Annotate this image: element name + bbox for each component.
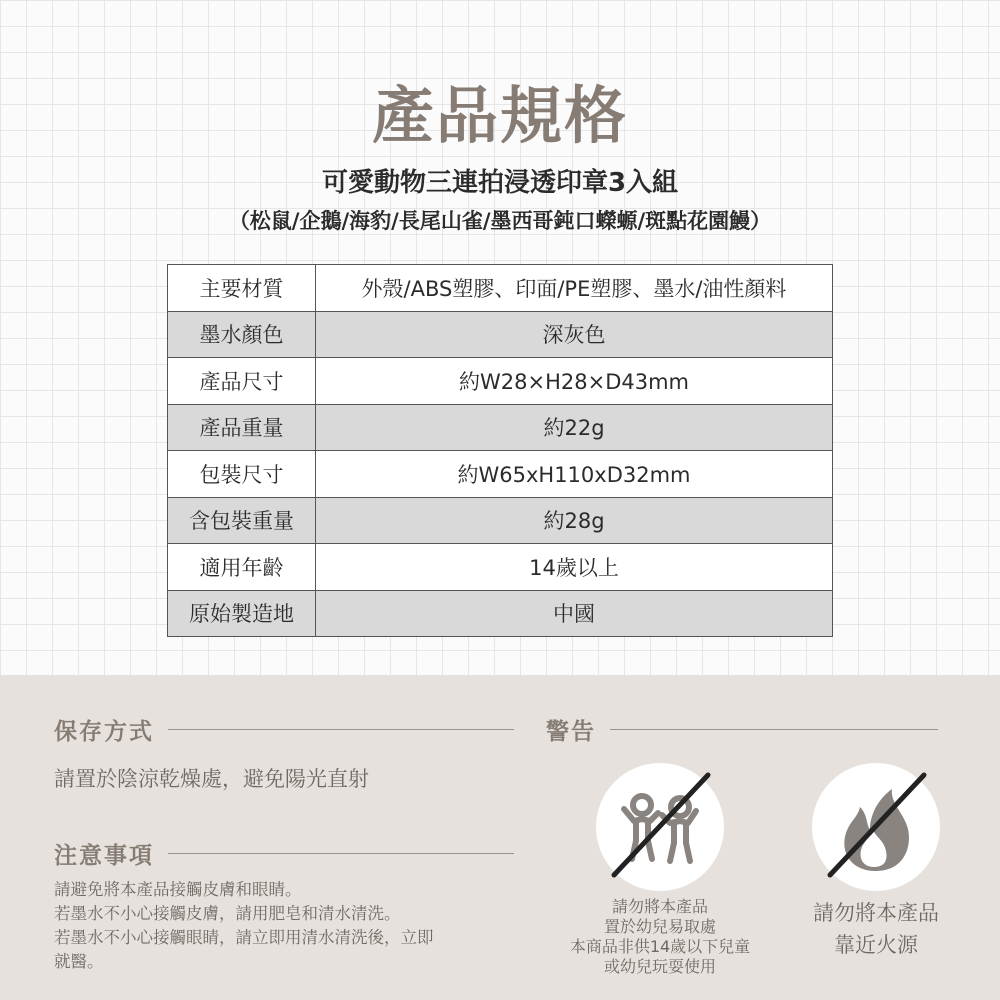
- spec-label: 主要材質: [168, 265, 316, 312]
- divider: [610, 729, 938, 730]
- spec-label: 適用年齡: [168, 544, 316, 591]
- table-row: [168, 311, 833, 358]
- page-title: 產品規格: [371, 79, 628, 152]
- warning-line: 本商品非供14歲以下兒童: [569, 937, 751, 956]
- divider: [168, 729, 514, 730]
- notes-line: 若墨水不小心接觸眼睛，請立即用清水清洗後，立即: [54, 928, 434, 947]
- spec-label: 墨水顏色: [168, 311, 316, 358]
- storage-text: 請置於陰涼乾燥處，避免陽光直射: [54, 767, 369, 791]
- spec-label: 產品重量: [168, 404, 316, 451]
- table-row: [168, 358, 833, 405]
- spec-value: 約W65xH110xD32mm: [316, 451, 833, 498]
- notes-text: [54, 878, 434, 974]
- notes-line: 若墨水不小心接觸皮膚，請用肥皂和清水清洗。: [54, 904, 401, 923]
- spec-value: 約28g: [316, 497, 833, 544]
- table-row: [168, 404, 833, 451]
- notes-line: 請避免將本產品接觸皮膚和眼睛。: [54, 880, 302, 899]
- warning-line: 或幼兒玩耍使用: [603, 957, 716, 976]
- warning-heading: [546, 713, 938, 746]
- table-row: [168, 497, 833, 544]
- spec-label: 含包裝重量: [168, 497, 316, 544]
- spec-value: 中國: [316, 590, 833, 637]
- warning-heading-text: 警告: [546, 719, 596, 745]
- divider: [168, 853, 514, 854]
- storage-heading: [54, 713, 514, 746]
- children-warning-text: [540, 897, 780, 977]
- no-children-icon: [596, 763, 724, 891]
- info-panel: [0, 675, 1000, 1000]
- warning-line: 請勿將本產品: [813, 901, 939, 925]
- warning-line: 置於幼兒易取處: [603, 917, 716, 936]
- spec-value: 外殼/ABS塑膠、印面/PE塑膠、墨水/油性顏料: [316, 265, 833, 312]
- notes-heading-text: 注意事項: [54, 843, 154, 869]
- storage-heading-text: 保存方式: [54, 719, 154, 745]
- spec-label: 包裝尺寸: [168, 451, 316, 498]
- table-row: [168, 544, 833, 591]
- fire-warning-text: [790, 897, 962, 961]
- product-variants: （松鼠/企鵝/海豹/長尾山雀/墨西哥鈍口蠑螈/斑點花園鰻）: [228, 209, 772, 233]
- spec-label: 原始製造地: [168, 590, 316, 637]
- table-row: [168, 590, 833, 637]
- table-row: [168, 451, 833, 498]
- product-name: 可愛動物三連拍浸透印章3入組: [321, 168, 679, 198]
- spec-value: 深灰色: [316, 311, 833, 358]
- table-row: [168, 265, 833, 312]
- spec-value: 14歲以上: [316, 544, 833, 591]
- spec-label: 產品尺寸: [168, 358, 316, 405]
- spec-value: 約22g: [316, 404, 833, 451]
- notes-line: 就醫。: [54, 952, 104, 971]
- notes-heading: [54, 837, 514, 870]
- spec-table: [167, 264, 833, 637]
- no-fire-icon: [812, 763, 940, 891]
- warning-line: 靠近火源: [834, 933, 918, 957]
- warning-line: 請勿將本產品: [611, 897, 708, 916]
- spec-value: 約W28×H28×D43mm: [316, 358, 833, 405]
